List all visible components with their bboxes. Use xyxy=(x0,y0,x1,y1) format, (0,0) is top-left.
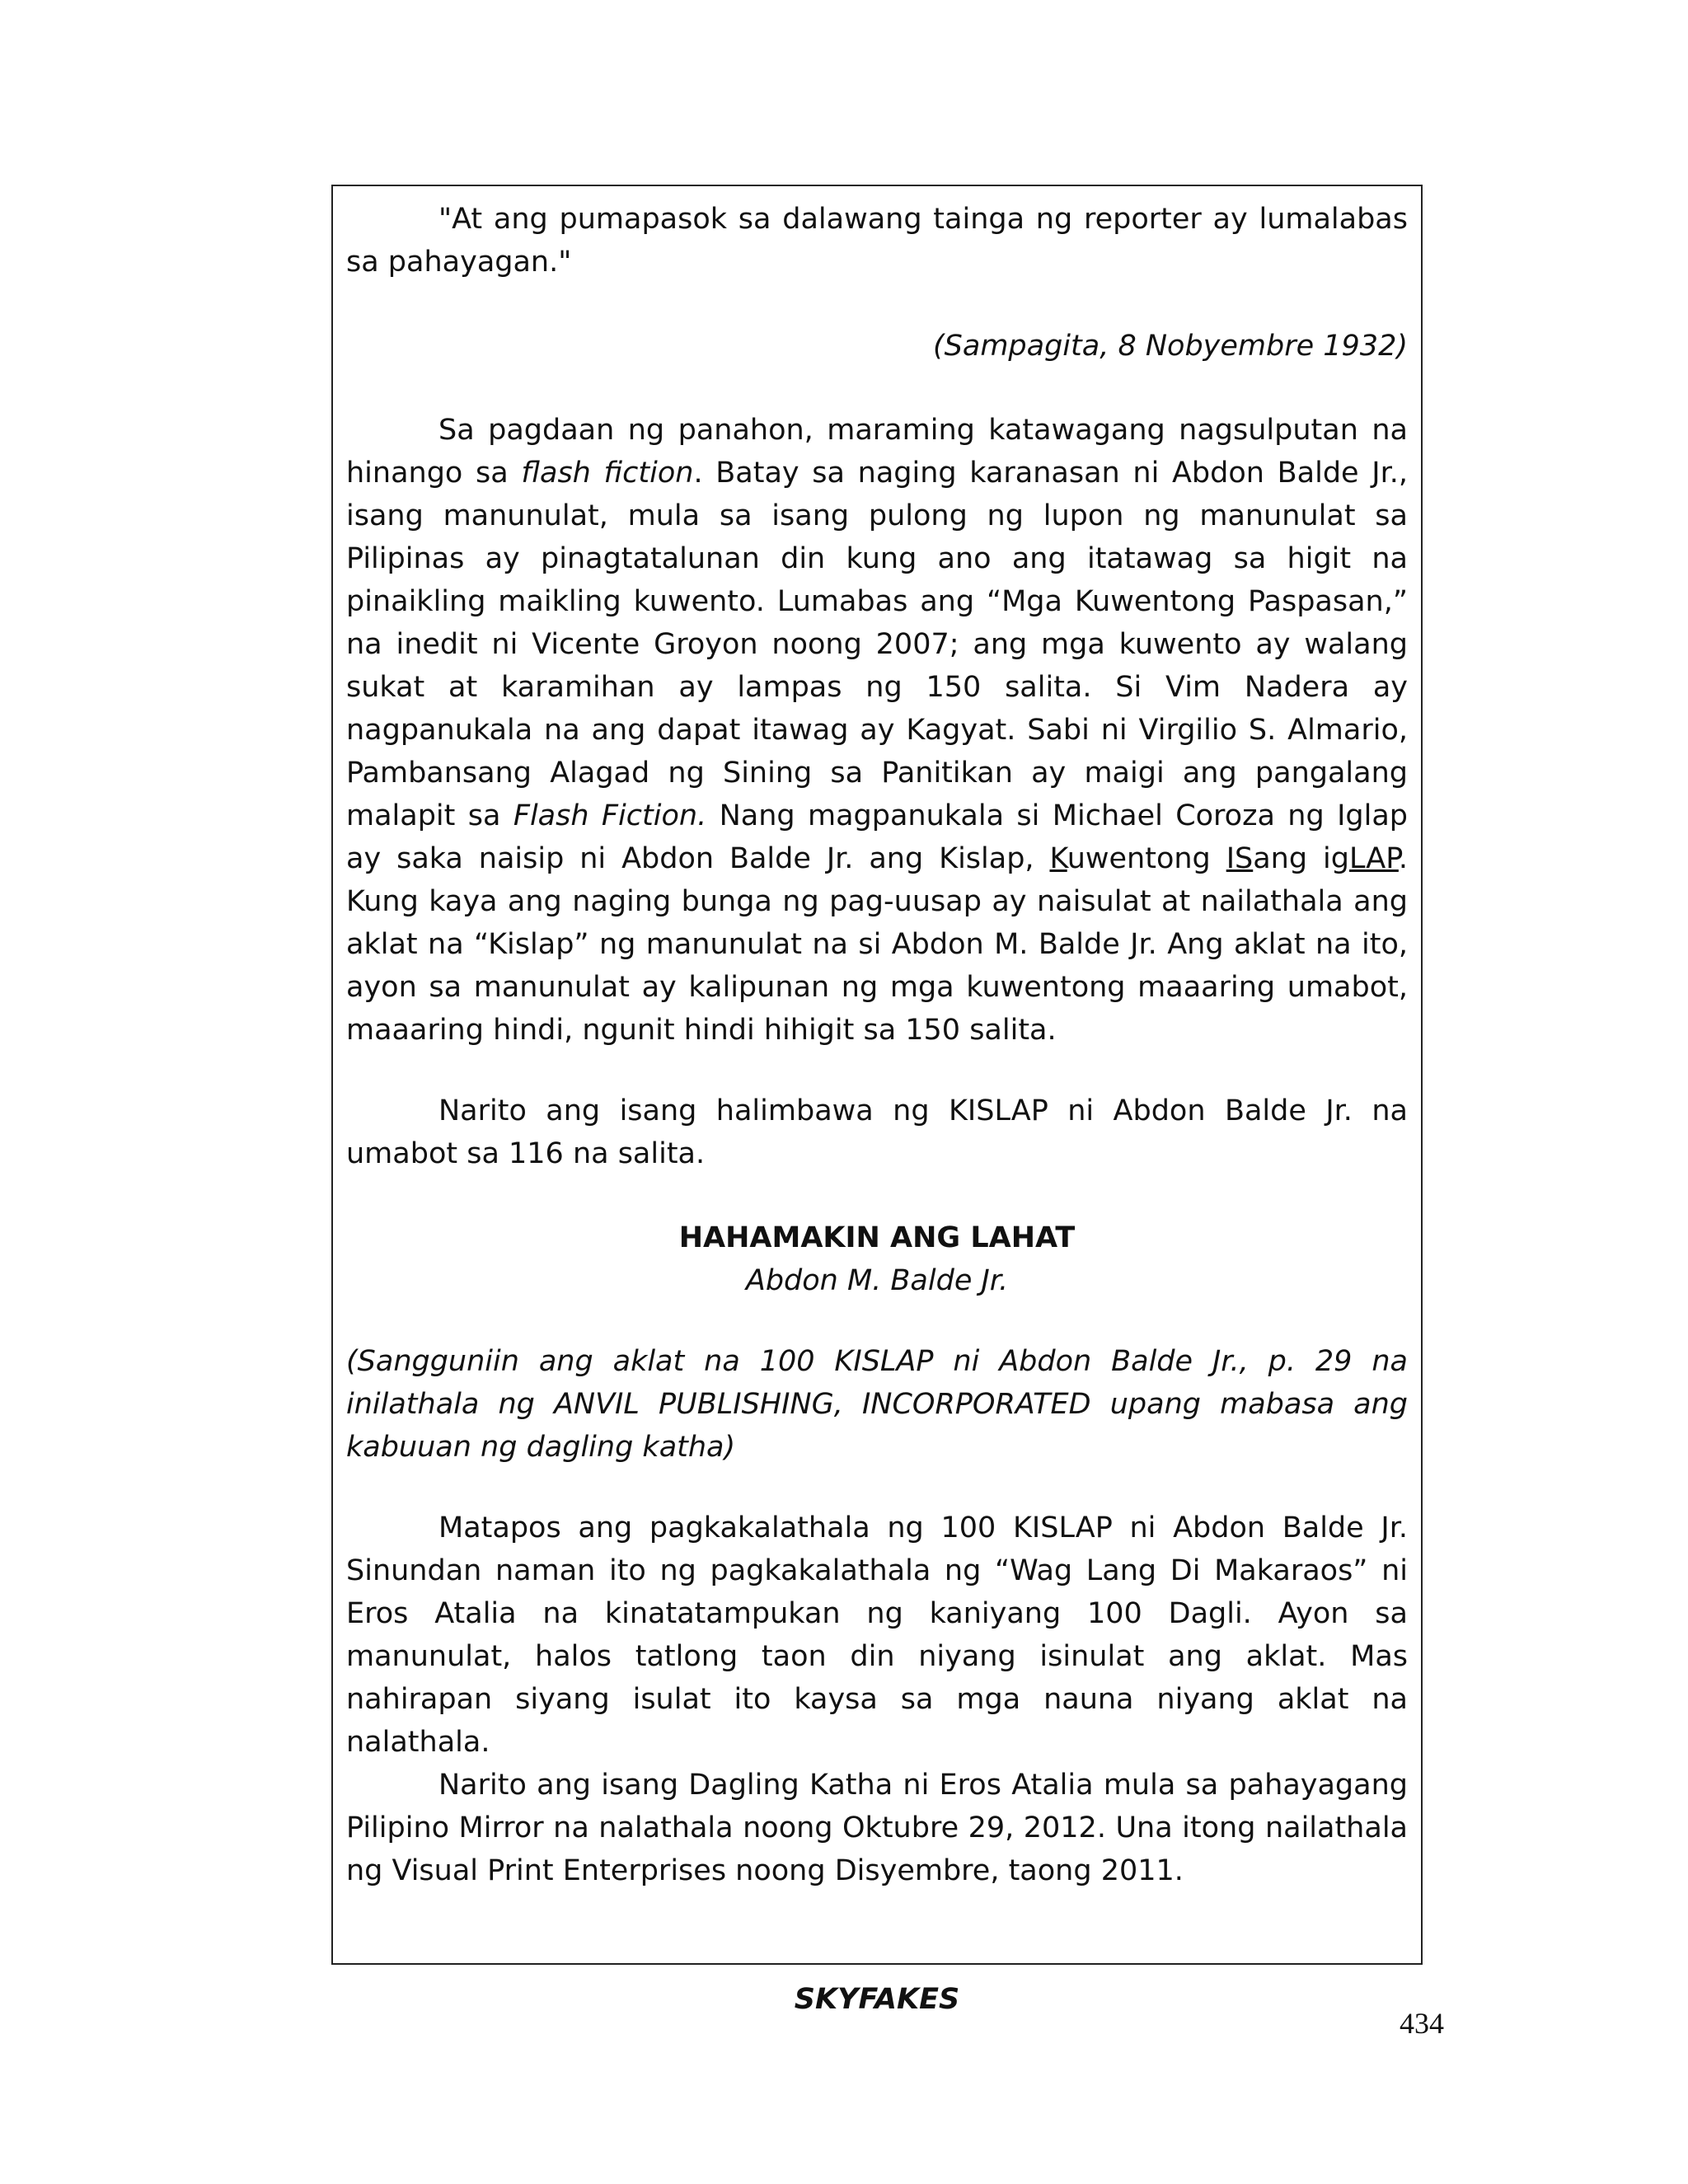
paragraph-kislap-example: Narito ang isang halimbawa ng KISLAP ni Abdon Balde Jr. na umabot sa 116 na salita. xyxy=(346,1094,1408,1170)
page-body xyxy=(346,198,1408,2021)
opening-quote: "At ang pumapasok sa dalawang tainga ng reporter ay lumalabas sa pahayagan." xyxy=(346,203,1408,279)
story-author: Abdon M. Balde Jr. xyxy=(745,1264,1009,1297)
paragraph-100-kislap: Matapos ang pagkakalathala ng 100 KISLAP ni Abdon Balde Jr. Sinundan naman ito ng pagkakalathala ng “Wag Lang Di Makaraos” ni Eros Atalia na kinatatampukan ng kaniyang 100 Dagli. Ayon sa manunulat, halos tatlong taon din niyang isinulat ang aklat. Mas nahirapan siyang isulat ito kaysa sa mga nauna niyang aklat na nalathala. xyxy=(346,1511,1408,1759)
book-reference: (Sangguniin ang aklat na 100 KISLAP ni Abdon Balde Jr., p. 29 na inilathala ng ANVIL PUBLISHING, INCORPORATED upang mabasa ang kabuuan ng dagling katha) xyxy=(346,1345,1408,1464)
page-number: 434 xyxy=(1400,2007,1444,2040)
content-frame xyxy=(331,185,1423,2016)
next-story-title: SKYFAKES xyxy=(794,1983,960,2016)
story-title: HAHAMAKIN ANG LAHAT xyxy=(678,1221,1076,1254)
paragraph-flash-fiction: Sa pagdaan ng panahon, maraming katawagang nagsulputan na hinango sa flash fiction. Batay sa naging karanasan ni Abdon Balde Jr., isang manunulat, mula sa isang pulong ng lupon ng manunulat sa Pilipinas ay pinagtatalunan din kung ano ang itatawag sa higit na pinaikling maikling kuwento. Lumabas ang “Mga Kuwentong Paspasan,” na inedit ni Vicente Groyon noong 2007; ang mga kuwento ay walang sukat at karamihan ay lampas ng 150 salita. Si Vim Nadera ay nagpanukala na ang dapat itawag ay Kagyat. Sabi ni Virgilio S. Almario, Pambansang Alagad ng Sining sa Panitikan ay maigi ang pangalang malapit sa Flash Fiction. Nang magpanukala si Michael Coroza ng Iglap ay saka naisip ni Abdon Balde Jr. ang Kislap, Kuwentong ISang igLAP. Kung kaya ang naging bunga ng pag-uusap ay naisulat at nailathala ang aklat na “Kislap” ng manunulat na si Abdon M. Balde Jr. Ang aklat na ito, ayon sa manunulat ay kalipunan ng mga kuwentong maaaring umabot, maaaring hindi, ngunit hindi hihigit sa 150 salita. xyxy=(346,414,1408,1047)
paragraph-dagling-katha: Narito ang isang Dagling Katha ni Eros Atalia mula sa pahayagang Pilipino Mirror na nalathala noong Oktubre 29, 2012. Una itong nailathala ng Visual Print Enterprises noong Disyembre, taong 2011. xyxy=(346,1769,1408,1887)
quote-citation: (Sampagita, 8 Nobyembre 1932) xyxy=(933,330,1408,363)
